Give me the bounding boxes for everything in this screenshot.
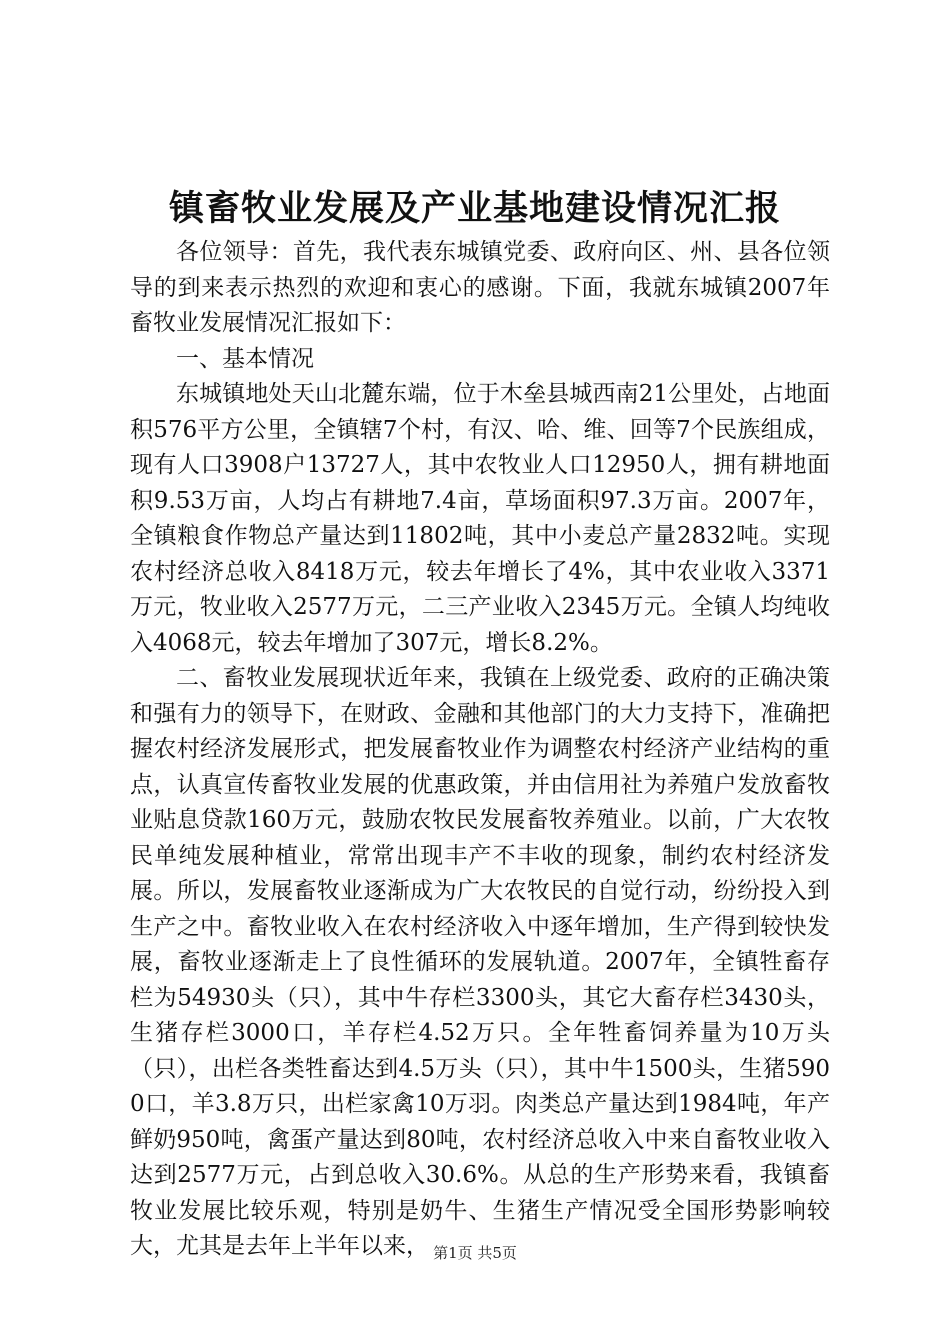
paragraph-livestock-status: 二、畜牧业发展现状近年来，我镇在上级党委、政府的正确决策和强有力的领导下，在财政、金融和其他部门的大力支持下，准确把握农村经济发展形式，把发展畜牧业作为调整农村经济产业结构的重点，认真宣传畜牧业发展的优惠政策，并由信用社为养殖户发放畜牧业贴息贷款160万元，鼓励农牧民发展畜牧养殖业。以前，广大农牧民单纯发展种植业，常常出现丰产不丰收的现象，制约农村经济发展。所以，发展畜牧业逐渐成为广大农牧民的自觉行动，纷纷投入到生产之中。畜牧业收入在农村经济收入中逐年增加，生产得到较快发展，畜牧业逐渐走上了良性循环的发展轨道。2007年，全镇牲畜存栏为54930头（只），其中牛存栏3300头，其它大畜存栏3430头，生猪存栏3000口，羊存栏4.52万只。全年牲畜饲养量为10万头（只），出栏各类牲畜达到4.5万头（只），其中牛1500头，生猪5900口，羊3.8万只，出栏家禽10万羽。肉类总产量达到1984吨，年产鲜奶950吨，禽蛋产量达到80吨，农村经济总收入中来自畜牧业收入达到2577万元，占到总收入30.6%。从总的生产形势来看，我镇畜牧业发展比较乐观，特别是奶牛、生猪生产情况受全国形势影响较大，尤其是去年上半年以来， bbox=[130, 665, 830, 1259]
paragraph-basic-situation: 东城镇地处天山北麓东端，位于木垒县城西南21公里处，占地面积576平方公里，全镇辖7个村，有汉、哈、维、回等7个民族组成，现有人口3908户13727人，其中农牧业人口12950人，拥有耕地面积9.53万亩，人均占有耕地7.4亩，草场面积97.3万亩。2007年，全镇粮食作物总产量达到11802吨，其中小麦总产量2832吨。实现农村经济总收入8418万元，较去年增长了4%，其中农业收入3371万元，牧业收入2577万元，二三产业收入2345万元。全镇人均纯收入4068元，较去年增加了307元，增长8.2%。 bbox=[130, 381, 830, 656]
paragraph-greeting: 各位领导：首先，我代表东城镇党委、政府向区、州、县各位领导的到来表示热烈的欢迎和衷心的感谢。下面，我就东城镇2007年畜牧业发展情况汇报如下： bbox=[130, 239, 830, 336]
document-body bbox=[130, 235, 830, 1265]
document-title: 镇畜牧业发展及产业基地建设情况汇报 bbox=[168, 188, 781, 229]
section-heading-basic-situation: 一、基本情况 bbox=[176, 345, 314, 372]
page-number-footer: 第1页 共5页 bbox=[433, 1244, 517, 1262]
